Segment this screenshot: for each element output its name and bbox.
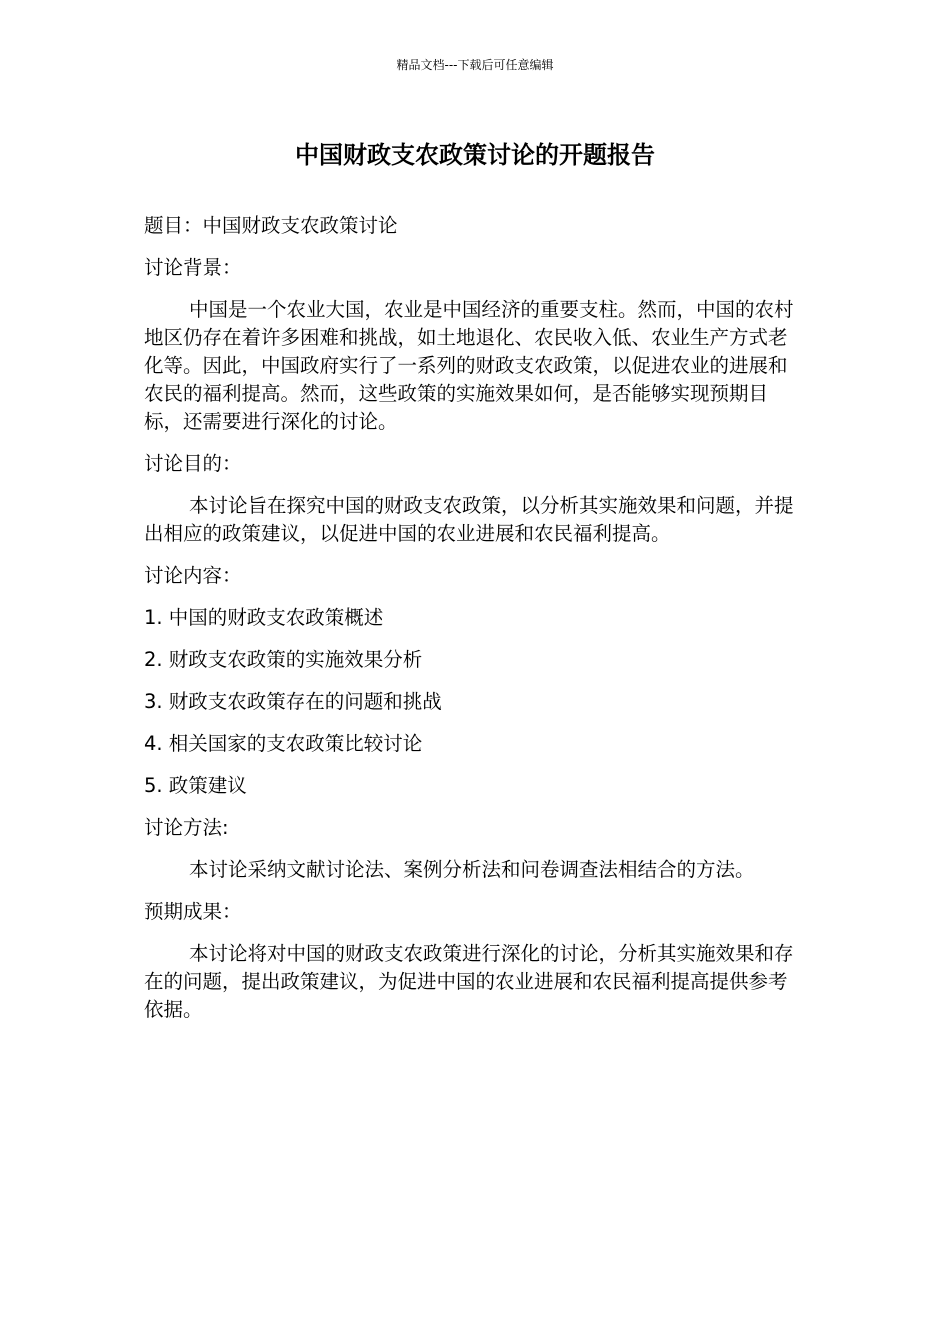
outcome-label: 预期成果：: [144, 900, 242, 923]
outcome-paragraph: 本讨论将对中国的财政支农政策进行深化的讨论，分析其实施效果和存在的问题，提出政策建议，为促进中国的农业进展和农民福利提高提供参考依据。: [144, 942, 794, 1021]
background-paragraph: 中国是一个农业大国，农业是中国经济的重要支柱。然而，中国的农村地区仍存在着许多困难和挑战，如土地退化、农民收入低、农业生产方式老化等。因此，中国政府实行了一系列的财政支农政策，以促进农业的进展和农民的福利提高。然而，这些政策的实施效果如何，是否能够实现预期目标，还需要进行深化的讨论。: [144, 298, 794, 433]
purpose-paragraph: 本讨论旨在探究中国的财政支农政策，以分析其实施效果和问题，并提出相应的政策建议，以促进中国的农业进展和农民福利提高。: [144, 494, 794, 545]
content-list-item: 4. 相关国家的支农政策比较讨论: [144, 732, 423, 755]
purpose-label: 讨论目的：: [144, 452, 242, 475]
content-list-item: 2. 财政支农政策的实施效果分析: [144, 648, 423, 671]
method-paragraph: 本讨论采纳文献讨论法、案例分析法和问卷调查法相结合的方法。: [189, 858, 755, 881]
content-label: 讨论内容：: [144, 564, 242, 587]
topic-line: 题目：中国财政支农政策讨论: [144, 214, 398, 237]
document-body: [144, 212, 796, 1038]
content-list-item: 1. 中国的财政支农政策概述: [144, 606, 384, 629]
content-list-item: 3. 财政支农政策存在的问题和挑战: [144, 690, 442, 713]
background-label: 讨论背景：: [144, 256, 242, 279]
content-list-item: 5. 政策建议: [144, 774, 247, 797]
document-title: 中国财政支农政策讨论的开题报告: [295, 141, 655, 169]
method-label: 讨论方法:: [144, 816, 229, 839]
page-header-note: 精品文档---下载后可任意编辑: [396, 58, 554, 72]
